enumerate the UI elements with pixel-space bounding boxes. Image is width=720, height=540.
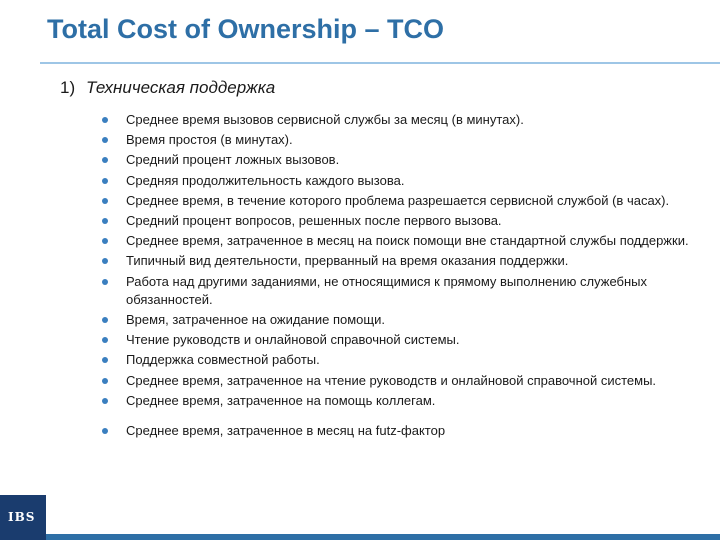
list-item-text: Средний процент ложных вызовов. (126, 152, 340, 168)
bullet-icon (102, 178, 108, 184)
section-heading (60, 78, 275, 98)
list-item (100, 151, 710, 169)
bullet-icon (102, 218, 108, 224)
list-item (100, 392, 710, 410)
list-item (100, 351, 710, 369)
bullet-icon (102, 198, 108, 204)
ibs-logo: IBS (8, 510, 36, 524)
bullet-icon (102, 317, 108, 323)
list-item (100, 192, 710, 210)
list-item-text: Работа над другими заданиями, не относящимися к прямому выполнению служебных обязанностей. (126, 273, 648, 307)
list-item (100, 372, 710, 390)
bullet-list (100, 111, 710, 442)
section-heading-text: Техническая поддержка (86, 78, 276, 97)
list-item-text: Типичный вид деятельности, прерванный на время оказания поддержки. (126, 253, 569, 269)
list-item-text: Среднее время, затраченное на чтение руководств и онлайновой справочной системы. (126, 372, 657, 388)
list-item (100, 252, 710, 270)
list-item (100, 273, 710, 309)
list-item-text: Поддержка совместной работы. (126, 352, 320, 368)
list-item-text: Среднее время, затраченное в месяц на поиск помощи вне стандартной службы поддержки. (126, 233, 689, 249)
list-item (100, 331, 710, 349)
bullet-icon (102, 357, 108, 363)
list-item (100, 172, 710, 190)
list-item (100, 111, 710, 129)
list-item-text: Среднее время, затраченное в месяц на futz-фактор (126, 423, 446, 439)
bullet-icon (102, 117, 108, 123)
section-number: 1) (60, 78, 76, 97)
bullet-icon (102, 378, 108, 384)
bullet-icon (102, 258, 108, 264)
bullet-icon (102, 398, 108, 404)
bullet-icon (102, 428, 108, 434)
bullet-icon (102, 337, 108, 343)
bullet-icon (102, 238, 108, 244)
footer-bar (46, 534, 720, 540)
list-item-text: Время простоя (в минутах). (126, 132, 293, 148)
list-item-text: Среднее время, затраченное на помощь коллегам. (126, 392, 436, 408)
list-item (100, 232, 710, 250)
list-item (100, 311, 710, 329)
bullet-icon (102, 157, 108, 163)
list-item-text: Чтение руководств и онлайновой справочной системы. (126, 332, 460, 348)
list-item (100, 131, 710, 149)
bullet-icon (102, 279, 108, 285)
list-item-text: Средняя продолжительность каждого вызова. (126, 172, 405, 188)
list-item-text: Средний процент вопросов, решенных после первого вызова. (126, 213, 502, 229)
list-item-text: Среднее время вызовов сервисной службы за месяц (в минутах). (126, 112, 524, 127)
list-item-text: Время, затраченное на ожидание помощи. (126, 312, 385, 328)
title-divider (40, 62, 720, 64)
bullet-icon (102, 137, 108, 143)
list-item (100, 422, 710, 440)
list-item (100, 212, 710, 230)
list-item-text: Среднее время, в течение которого проблема разрешается сервисной службой (в часах). (126, 192, 670, 208)
slide-title: Total Cost of Ownership – TCO (47, 14, 445, 44)
